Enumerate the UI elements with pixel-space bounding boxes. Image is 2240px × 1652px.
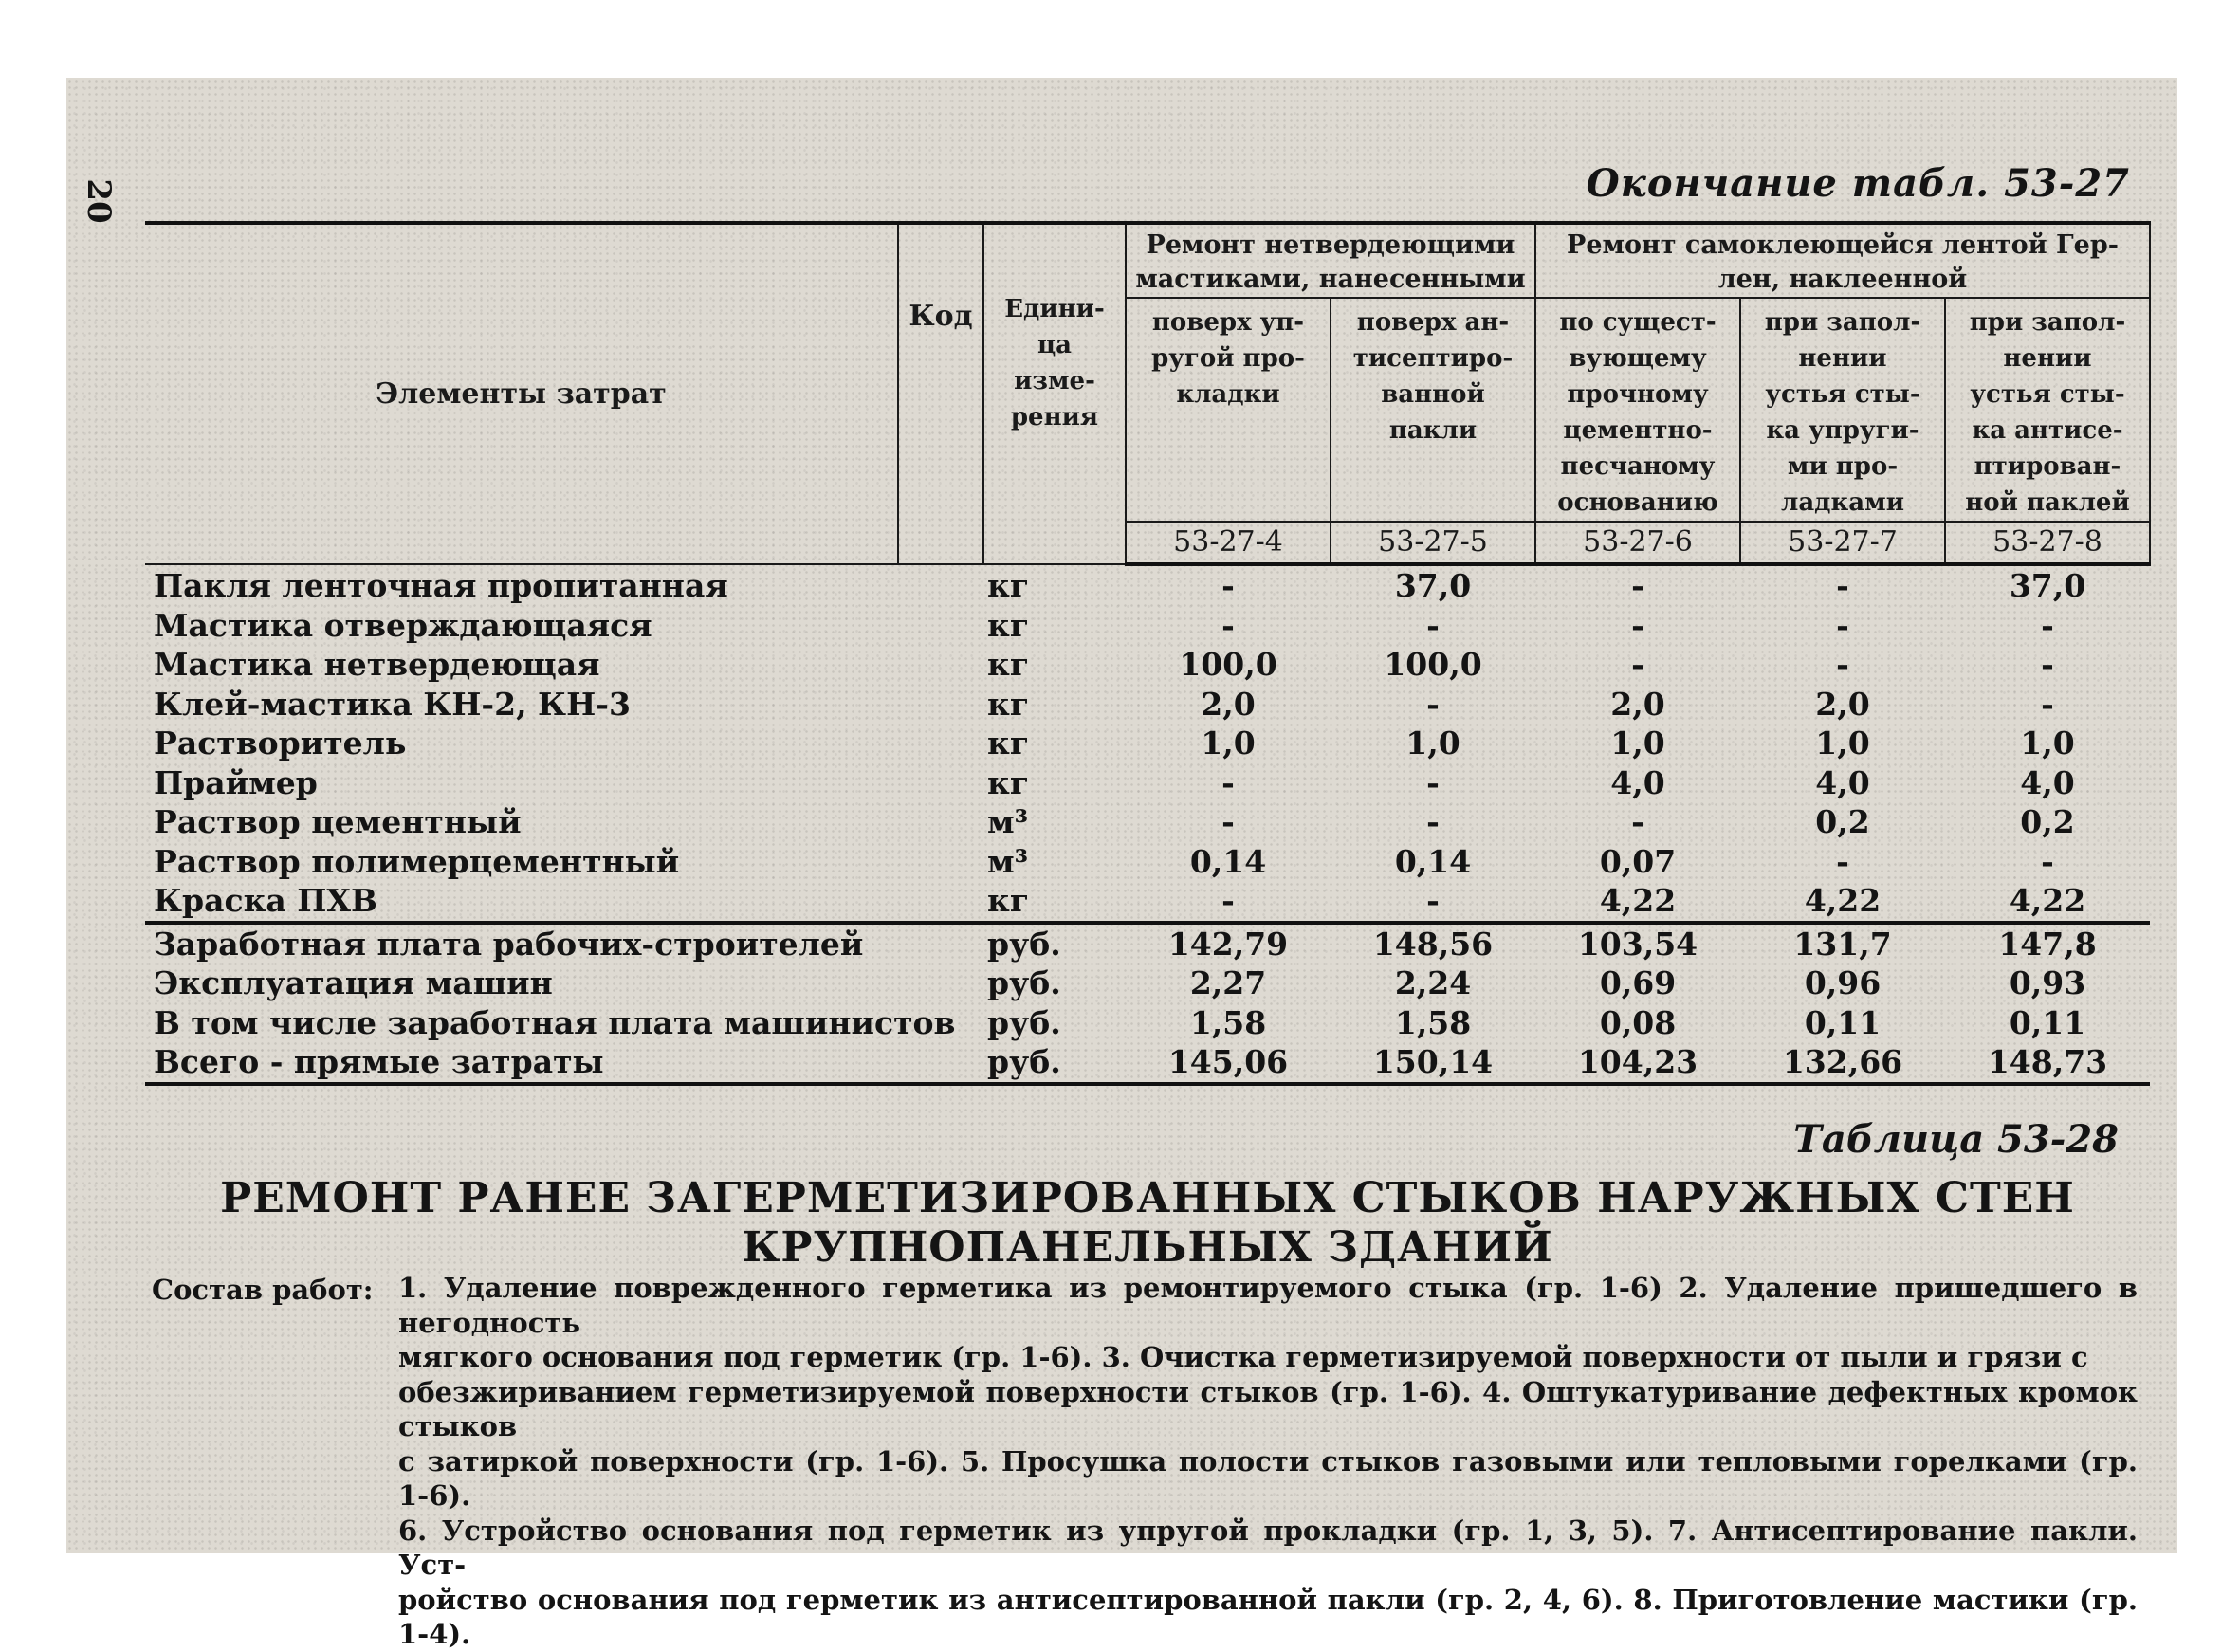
- row-name: Заработная плата рабочих-строителей: [145, 923, 898, 964]
- table-row: [145, 606, 2150, 646]
- row-value: 0,14: [1394, 842, 1472, 880]
- header-group-mastic: Ремонт нетвердеющими мастиками, нанесенными: [1126, 223, 1535, 298]
- row-name: Раствор полимерцементный: [154, 842, 680, 880]
- row-value: -: [1221, 606, 1235, 644]
- header-unit: Едини- ца изме- рения: [983, 223, 1126, 564]
- header-code-cell: 53-27-4: [1126, 522, 1331, 564]
- table-row: [145, 724, 2150, 763]
- row-name: Краска ПХВ: [154, 882, 377, 920]
- row-name: Эксплуатация машин: [154, 964, 553, 1002]
- row-value: 1,0: [1201, 725, 1256, 762]
- row-unit: м³: [987, 803, 1029, 841]
- table-row: [145, 923, 2150, 964]
- row-value: 103,54: [1535, 923, 1740, 964]
- row-value: 4,22: [1804, 882, 1882, 920]
- header-elements: Элементы затрат: [145, 223, 898, 564]
- header-sub: по сущест- вующему прочному цементно- песчаному основанию: [1535, 298, 1740, 522]
- row-value: 2,24: [1394, 964, 1472, 1002]
- composition-line: с затиркой поверхности (гр. 1-6). 5. Просушка полости стыков газовыми или тепловыми горелками (гр. 1-6).: [398, 1444, 2138, 1512]
- row-value: 1,58: [1394, 1003, 1472, 1041]
- row-value: 4,22: [2009, 882, 2086, 920]
- row-value: -: [2041, 685, 2054, 723]
- row-name: Раствор цементный: [154, 803, 522, 841]
- header-sub: поверх уп- ругой про- кладки: [1126, 298, 1331, 522]
- row-value: -: [1221, 567, 1235, 605]
- header-code-cell: 53-27-7: [1740, 522, 1945, 564]
- row-value: -: [1836, 567, 1849, 605]
- row-value: 2,0: [1610, 685, 1665, 723]
- header-sub: поверх ан- тисептиро- ванной пакли: [1331, 298, 1535, 522]
- table-row: [145, 645, 2150, 685]
- composition-line: обезжириванием герметизируемой поверхности стыков (гр. 1-6). 4. Оштукатуривание дефектных кромок стыков: [398, 1375, 2138, 1442]
- section-title-line: КРУПНОПАНЕЛЬНЫХ ЗДАНИЙ: [742, 1223, 1553, 1272]
- row-value: 132,66: [1740, 1042, 1945, 1084]
- row-name: Клей-мастика КН-2, КН-3: [154, 685, 631, 723]
- row-value: 104,23: [1535, 1042, 1740, 1084]
- row-name: Пакля ленточная пропитанная: [154, 566, 728, 604]
- composition-label: Состав работ:: [152, 1274, 374, 1306]
- row-value: -: [1836, 842, 1849, 880]
- composition-line: ройство основания под герметик из антисептированной пакли (гр. 2, 4, 6). 8. Приготовление мастики (гр. 1-4).: [398, 1583, 2138, 1650]
- row-value: 0,08: [1599, 1003, 1677, 1041]
- row-value: -: [1631, 803, 1644, 841]
- row-name: Праймер: [154, 763, 318, 801]
- row-value: -: [1631, 567, 1644, 605]
- row-value: 145,06: [1126, 1042, 1331, 1084]
- row-value: 0,2: [1815, 803, 1870, 841]
- header-sub: при запол- нении устья сты- ка упруги- ми про- ладками: [1740, 298, 1945, 522]
- row-value: -: [1836, 646, 1849, 684]
- row-value: -: [2041, 646, 2054, 684]
- row-value: 4,0: [1610, 763, 1665, 801]
- row-name: Мастика нетвердеющая: [154, 646, 600, 684]
- composition-text: [398, 1271, 2138, 1652]
- header-code-cell: 53-27-8: [1945, 522, 2150, 564]
- row-value: -: [1631, 606, 1644, 644]
- composition-line: 1. Удаление поврежденного герметика из ремонтируемого стыка (гр. 1-6) 2. Удаление пришедшего в негодность: [398, 1272, 2138, 1339]
- row-value: 2,27: [1189, 964, 1267, 1002]
- row-value: 2,0: [1815, 685, 1870, 723]
- cost-table: [145, 221, 2151, 1086]
- row-value: 0,11: [1804, 1003, 1882, 1041]
- row-unit: кг: [987, 566, 1030, 604]
- row-value: 100,0: [1179, 646, 1277, 684]
- row-unit: м³: [987, 842, 1029, 880]
- row-value: -: [1221, 763, 1235, 801]
- row-value: 37,0: [2009, 567, 2086, 605]
- row-value: 0,96: [1804, 964, 1882, 1002]
- row-value: 4,0: [2020, 763, 2075, 801]
- row-value: 0,2: [2020, 803, 2075, 841]
- table-row: [145, 842, 2150, 882]
- section-title: [145, 1174, 2150, 1273]
- header-sub: при запол- нении устья сты- ка антисе- птирован- ной паклей: [1945, 298, 2150, 522]
- row-value: 0,14: [1189, 842, 1267, 880]
- header-code: Код: [898, 223, 983, 564]
- row-unit: руб.: [987, 964, 1061, 1002]
- row-unit: кг: [987, 725, 1030, 762]
- header-code-cell: 53-27-5: [1331, 522, 1535, 564]
- page-number: 20: [80, 178, 118, 224]
- row-unit: руб.: [987, 1003, 1061, 1041]
- table-row: [145, 564, 2150, 606]
- row-value: 142,79: [1126, 923, 1331, 964]
- row-value: -: [2041, 606, 2054, 644]
- row-value: -: [1426, 803, 1440, 841]
- row-value: 4,0: [1815, 763, 1870, 801]
- row-value: 100,0: [1384, 646, 1482, 684]
- row-value: 1,0: [1405, 725, 1460, 762]
- row-value: -: [1426, 763, 1440, 801]
- row-name: Растворитель: [154, 725, 407, 762]
- row-value: 1,0: [1815, 725, 1870, 762]
- row-name: Всего - прямые затраты: [145, 1042, 898, 1084]
- row-name: Мастика отверждающаяся: [154, 606, 652, 644]
- row-value: 131,7: [1740, 923, 1945, 964]
- row-name: В том числе заработная плата машинистов: [154, 1003, 956, 1041]
- row-value: 0,69: [1599, 964, 1677, 1002]
- section-title-line: РЕМОНТ РАНЕЕ ЗАГЕРМЕТИЗИРОВАННЫХ СТЫКОВ НАРУЖНЫХ СТЕН: [220, 1174, 2075, 1222]
- row-value: 1,58: [1189, 1003, 1267, 1041]
- row-value: -: [1426, 606, 1440, 644]
- composition-line: 6. Устройство основания под герметик из упругой прокладки (гр. 1, 3, 5). 7. Антисептирование пакли. Уст-: [398, 1514, 2138, 1581]
- row-value: 150,14: [1331, 1042, 1535, 1084]
- row-unit: руб.: [983, 1042, 1126, 1084]
- table-row: [145, 1003, 2150, 1043]
- row-value: 147,8: [1945, 923, 2150, 964]
- table-row: [145, 802, 2150, 842]
- row-value: 0,11: [2009, 1003, 2086, 1041]
- row-value: 37,0: [1394, 567, 1472, 605]
- row-value: -: [1221, 882, 1235, 920]
- row-value: 1,0: [2020, 725, 2075, 762]
- row-value: -: [1221, 803, 1235, 841]
- table-row: [145, 1042, 2150, 1084]
- next-table-label: Таблица 53-28: [1793, 1117, 2119, 1162]
- row-unit: кг: [987, 763, 1030, 801]
- header-code-cell: 53-27-6: [1535, 522, 1740, 564]
- row-value: -: [1426, 685, 1440, 723]
- row-unit: кг: [987, 685, 1030, 723]
- row-unit: кг: [987, 646, 1030, 684]
- row-value: 148,56: [1331, 923, 1535, 964]
- row-unit: кг: [987, 882, 1030, 920]
- row-value: 1,0: [1610, 725, 1665, 762]
- row-value: 2,0: [1201, 685, 1256, 723]
- row-value: 0,07: [1599, 842, 1677, 880]
- row-unit: руб.: [983, 923, 1126, 964]
- header-group-tape: Ремонт самоклеющейся лентой Гер- лен, наклеенной: [1535, 223, 2150, 298]
- row-value: -: [1836, 606, 1849, 644]
- row-unit: кг: [987, 606, 1030, 644]
- composition-line: мягкого основания под герметик (гр. 1-6). 3. Очистка герметизируемой поверхности от пыли и грязи с: [398, 1341, 2088, 1373]
- continuation-label: Окончание табл. 53-27: [1586, 161, 2130, 206]
- table-row: [145, 964, 2150, 1003]
- row-value: 148,73: [1945, 1042, 2150, 1084]
- row-value: 4,22: [1599, 882, 1677, 920]
- table-row: [145, 881, 2150, 923]
- table-row: [145, 685, 2150, 725]
- row-value: -: [1426, 882, 1440, 920]
- row-value: 0,93: [2009, 964, 2086, 1002]
- table-row: [145, 763, 2150, 803]
- row-value: -: [1631, 646, 1644, 684]
- row-value: -: [2041, 842, 2054, 880]
